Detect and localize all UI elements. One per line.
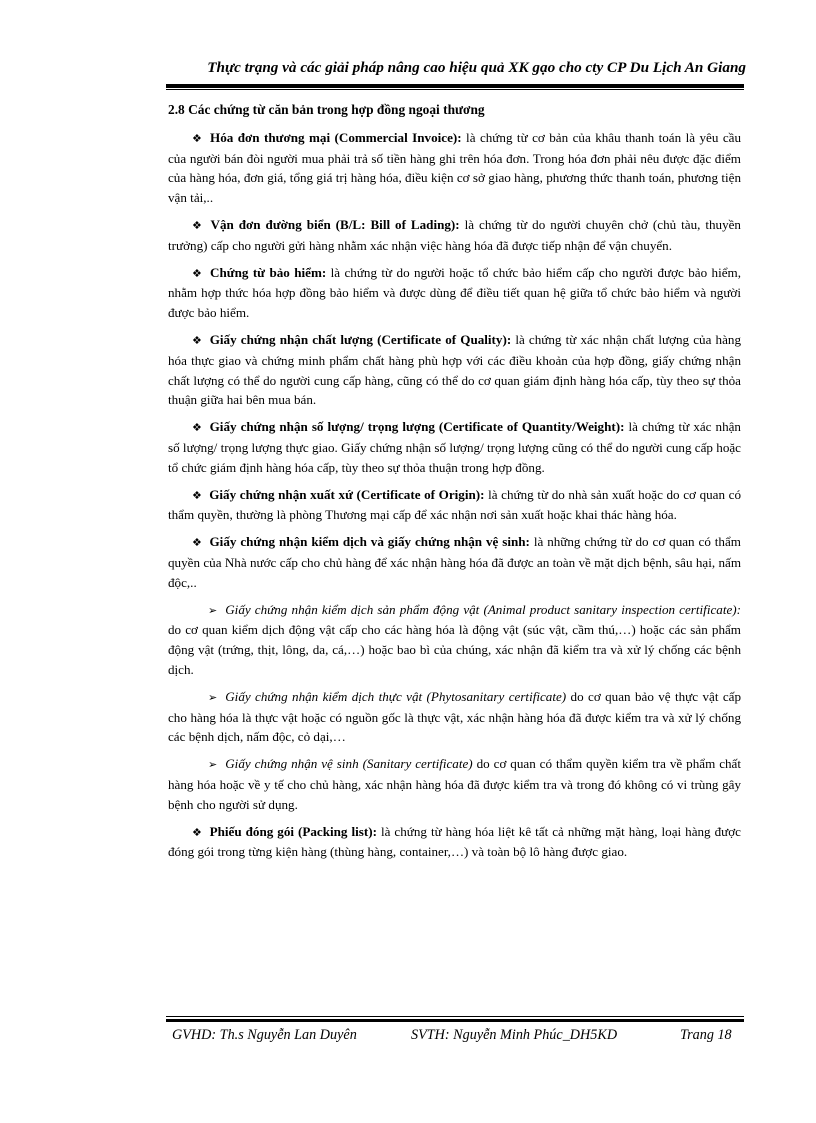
arrow-bullet-icon: ➢ <box>208 690 218 704</box>
paragraph-sanitary-certificates <box>168 532 741 592</box>
page-header-title: Thực trạng và các giải pháp nâng cao hiệu quả XK gạo cho cty CP Du Lịch An Giang <box>207 59 746 76</box>
paragraph-text: là chứng từ do người chuyên chở (chủ tàu, thuyền trưởng) cấp cho người gửi hàng nhằm xác nhận việc hàng hóa đã được tiếp nhận để vận chuyển. <box>168 216 741 253</box>
paragraph-text: là chứng từ xác nhận số lượng/ trọng lượng thực giao. Giấy chứng nhận số lượng/ trọng lượng cũng có thể do người cung cấp hoặc tổ chức giám định hàng hóa cấp, tùy theo sự thỏa thuận trong hợp đồng. <box>168 419 741 475</box>
paragraph-origin-certificate <box>168 485 741 526</box>
paragraph-text: là chứng từ do người hoặc tổ chức bảo hiểm cấp cho người được bảo hiểm, nhằm hợp thức hóa hợp đồng bảo hiểm và được dùng để điều tiết quan hệ giữa tổ chức bảo hiểm và người được bảo hiểm. <box>168 264 741 321</box>
term: Phiếu đóng gói (Packing list): <box>209 823 377 839</box>
diamond-bullet-icon: ❖ <box>192 266 203 280</box>
diamond-bullet-icon: ❖ <box>192 488 203 502</box>
subitem-text: do cơ quan có thẩm quyền kiểm tra về phẩm chất hàng hóa hoặc về y tế cho chủ hàng, xác nhận hàng hóa đã được kiểm tra và trong đó không có vi trùng gây bệnh cho người sử dụng. <box>168 756 741 812</box>
diamond-bullet-icon: ❖ <box>192 536 203 550</box>
header-rule-thin <box>166 89 744 90</box>
paragraph-insurance <box>168 263 741 323</box>
footer-page-number: Trang 18 <box>680 1027 732 1043</box>
paragraph-packing-list <box>168 822 741 863</box>
paragraph-quantity-certificate <box>168 417 741 477</box>
term: Giấy chứng nhận chất lượng (Certificate of Quality): <box>209 331 512 347</box>
paragraph-text: là những chứng từ do cơ quan có thẩm quyền của Nhà nước cấp cho chủ hàng để xác nhận hàng hóa đã được an toàn về mặt dịch bệnh, sâu hại, nấm độc,.. <box>168 534 741 590</box>
term: Giấy chứng nhận kiểm dịch và giấy chứng nhận vệ sinh: <box>209 534 530 550</box>
footer-advisor: GVHD: Th.s Nguyễn Lan Duyên <box>172 1027 357 1043</box>
diamond-bullet-icon: ❖ <box>192 421 203 435</box>
diamond-bullet-icon: ❖ <box>192 333 203 347</box>
section-title: 2.8 Các chứng từ căn bản trong hợp đồng ngoại thương <box>168 102 485 117</box>
paragraph-commercial-invoice <box>168 128 741 208</box>
footer-rule <box>166 1019 744 1022</box>
subitem-phytosanitary <box>168 687 741 747</box>
page-content <box>168 100 741 869</box>
subitem-sanitary <box>168 754 741 814</box>
paragraph-text: là chứng từ do nhà sản xuất hoặc do cơ quan có thẩm quyền, thường là phòng Thương mại cấp để xác nhận nơi sản xuất hoặc khai thác hàng hóa. <box>168 486 741 523</box>
term: Chứng từ bảo hiểm: <box>210 264 327 280</box>
diamond-bullet-icon: ❖ <box>192 825 203 839</box>
term: Hóa đơn thương mại (Commercial Invoice): <box>210 129 462 145</box>
arrow-bullet-icon: ➢ <box>208 758 218 772</box>
paragraph-text: là chứng từ cơ bản của khâu thanh toán là yêu cầu của người bán đòi người mua phải trả số tiền hàng ghi trên hóa đơn. Trong hóa đơn phải nêu được đặc điểm của hàng hóa, đơn giá, tổng giá trị hàng hóa, điều kiện cơ sở giao hàng, phương thức thanh toán, phương tiện vận tải,.. <box>168 129 741 206</box>
subitem-text: do cơ quan kiểm dịch động vật cấp cho các hàng hóa là động vật (súc vật, cầm thú,…) hoặc các sản phẩm động vật (trứng, thịt, lông, da, cá,…) hoặc bao bì của chúng, xác nhận đã kiểm tra và xử lý chống các bệnh dịch. <box>168 622 741 677</box>
term: Vận đơn đường biển (B/L: Bill of Lading): <box>210 216 460 232</box>
subitem-text: do cơ quan bảo vệ thực vật cấp cho hàng hóa là thực vật hoặc có nguồn gốc là thực vật, xác nhận hàng hóa đã được kiểm tra và xử lý chống các bệnh dịch, nấm độc, cỏ dại,… <box>168 688 742 745</box>
subitem-animal-product <box>168 600 741 680</box>
diamond-bullet-icon: ❖ <box>192 131 204 145</box>
paragraph-quality-certificate <box>168 330 741 410</box>
arrow-bullet-icon: ➢ <box>208 603 218 617</box>
subitem-term: Giấy chứng nhận kiểm dịch thực vật (Phytosanitary certificate) <box>225 688 567 704</box>
subitem-term: Giấy chứng nhận vệ sinh (Sanitary certificate) <box>225 756 473 772</box>
term: Giấy chứng nhận xuất xứ (Certificate of Origin): <box>209 486 485 502</box>
paragraph-text: là chứng từ xác nhận chất lượng của hàng hóa thực giao và chứng minh phẩm chất hàng phù hợp với các điều khoản của hợp đồng, giấy chứng nhận chất lượng có thể do người cung cấp hàng, cũng có thể do cơ quan giám định hàng hóa cấp, tùy theo sự thỏa thuận giữa hai bên mua bán. <box>168 331 741 408</box>
paragraph-bill-of-lading <box>168 215 741 256</box>
footer-rule-thin <box>166 1016 744 1017</box>
subitem-term: Giấy chứng nhận kiểm dịch sản phẩm động vật (Animal product sanitary inspection certificate): <box>225 601 741 617</box>
diamond-bullet-icon: ❖ <box>192 218 204 232</box>
footer-student: SVTH: Nguyễn Minh Phúc_DH5KD <box>411 1027 618 1043</box>
header-rule <box>166 84 744 88</box>
term: Giấy chứng nhận số lượng/ trọng lượng (Certificate of Quantity/Weight): <box>209 419 625 435</box>
paragraph-text: là chứng từ hàng hóa liệt kê tất cả những mặt hàng, loại hàng được đóng gói trong từng kiện hàng (thùng hàng, container,…) và toàn bộ lô hàng được giao. <box>168 823 741 860</box>
